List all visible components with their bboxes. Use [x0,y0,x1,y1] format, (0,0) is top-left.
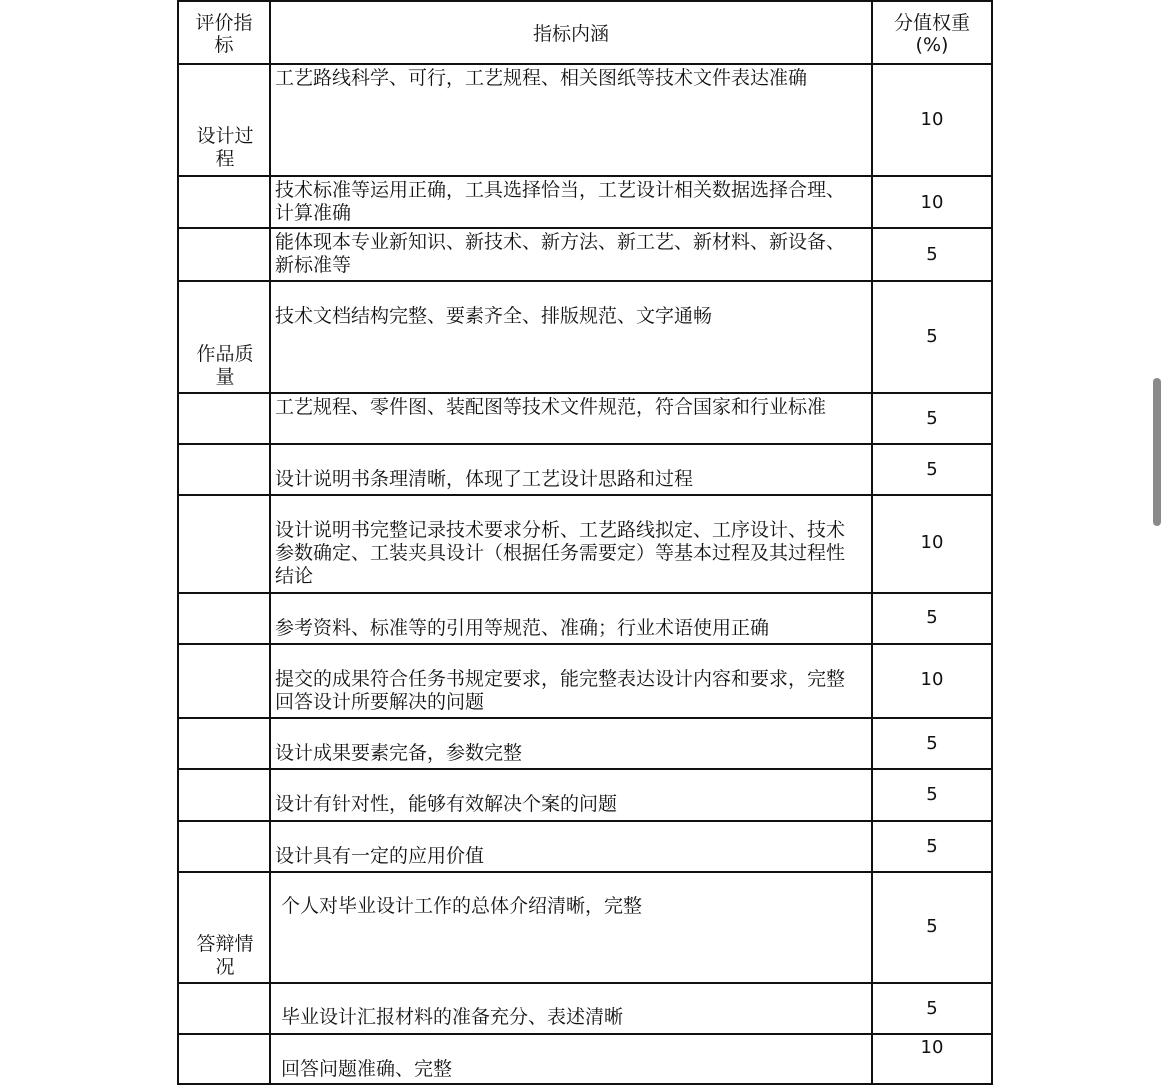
indicator-description: 工艺规程、零件图、装配图等技术文件规范，符合国家和行业标准 [275,396,827,418]
table-row [179,820,991,872]
table-row [179,768,991,821]
indicator-description: 设计说明书条理清晰，体现了工艺设计思路和过程 [275,468,694,490]
indicator-description: 提交的成果符合任务书规定要求，能完整表达设计内容和要求，完整回答设计所要解决的问题 [275,668,846,713]
table-row [179,494,991,593]
weight-value: 5 [926,784,938,805]
indicator-cell [179,594,271,644]
weight-cell [873,394,991,444]
indicator-cell [179,645,271,718]
content-cell [271,984,873,1034]
weight-cell [873,873,991,983]
weight-value: 5 [926,733,938,754]
indicator-description: 设计有针对性，能够有效解决个案的问题 [275,793,618,815]
indicator-description: 参考资料、标准等的引用等规范、准确；行业术语使用正确 [275,617,770,639]
indicator-cell [179,229,271,281]
weight-cell [873,1035,991,1083]
indicator-description: 工艺路线科学、可行，工艺规程、相关图纸等技术文件表达准确 [275,67,808,89]
indicator-cell [179,282,271,393]
weight-value: 5 [926,607,938,628]
content-cell [271,65,873,176]
weight-cell [873,445,991,495]
indicator-label: 答辩情况 [196,933,254,978]
table-row [179,643,991,718]
indicator-description: 个人对毕业设计工作的总体介绍清晰，完整 [275,895,643,917]
table-row [179,63,991,176]
weight-cell [873,282,991,393]
weight-value: 5 [926,998,938,1019]
content-cell [271,719,873,769]
indicator-cell [179,177,271,228]
weight-cell [873,594,991,644]
header-indicator: 评价指标 [179,2,271,65]
content-cell [271,645,873,718]
indicator-description: 技术文档结构完整、要素齐全、排版规范、文字通畅 [275,305,713,327]
table-row [179,717,991,769]
table-row [179,871,991,983]
weight-cell [873,65,991,176]
indicator-description: 技术标准等运用正确，工具选择恰当，工艺设计相关数据选择合理、计算准确 [275,179,846,224]
table-row [179,227,991,281]
content-cell [271,822,873,872]
weight-value: 5 [926,916,938,937]
weight-value: 5 [926,244,938,265]
table-row [179,1033,991,1085]
weight-value: 5 [926,326,938,347]
indicator-description: 能体现本专业新知识、新技术、新方法、新工艺、新材料、新设备、新标准等 [275,231,846,276]
header-weight: 分值权重(%) [893,11,970,56]
content-cell [271,1035,873,1083]
indicator-description: 回答问题准确、完整 [275,1058,453,1080]
indicator-description: 设计成果要素完备，参数完整 [275,742,523,764]
indicator-cell [179,394,271,444]
weight-value: 5 [926,408,938,429]
table-row [179,392,991,444]
weight-value: 10 [920,1037,944,1058]
indicator-cell [179,719,271,769]
indicator-label: 作品质量 [196,343,254,388]
table-row [179,175,991,228]
content-cell [271,394,873,444]
indicator-cell [179,496,271,593]
indicator-cell [179,770,271,821]
content-cell [271,177,873,228]
indicator-cell [179,984,271,1034]
content-cell [271,770,873,821]
content-cell [271,594,873,644]
table-row [179,982,991,1034]
table-row [179,443,991,495]
weight-cell [873,645,991,718]
content-cell [271,445,873,495]
table-row [179,280,991,393]
content-cell [271,496,873,593]
weight-cell [873,229,991,281]
indicator-cell [179,445,271,495]
indicator-description: 设计具有一定的应用价值 [275,845,485,867]
vertical-scrollbar[interactable] [1153,378,1161,526]
content-cell [271,229,873,281]
indicator-cell [179,822,271,872]
indicator-cell [179,1035,271,1083]
indicator-label: 设计过程 [196,125,254,170]
content-cell [271,873,873,983]
weight-cell [873,770,991,821]
evaluation-table [177,0,993,1085]
weight-cell [873,496,991,593]
weight-value: 10 [920,532,944,553]
indicator-description: 毕业设计汇报材料的准备充分、表述清晰 [275,1006,624,1028]
weight-value: 5 [926,459,938,480]
weight-cell [873,822,991,872]
indicator-cell [179,873,271,983]
weight-cell [873,177,991,228]
table-row [179,592,991,644]
weight-cell [873,984,991,1034]
weight-value: 10 [920,669,944,690]
weight-cell [873,719,991,769]
content-cell [271,282,873,393]
weight-value: 10 [920,192,944,213]
indicator-description: 设计说明书完整记录技术要求分析、工艺路线拟定、工序设计、技术参数确定、工装夹具设计（根据任务需要定）等基本过程及其过程性结论 [275,519,846,587]
weight-value: 10 [920,109,944,130]
indicator-cell [179,65,271,176]
weight-value: 5 [926,836,938,857]
table-header-row [179,0,991,65]
header-content: 指标内涵 [271,2,873,65]
